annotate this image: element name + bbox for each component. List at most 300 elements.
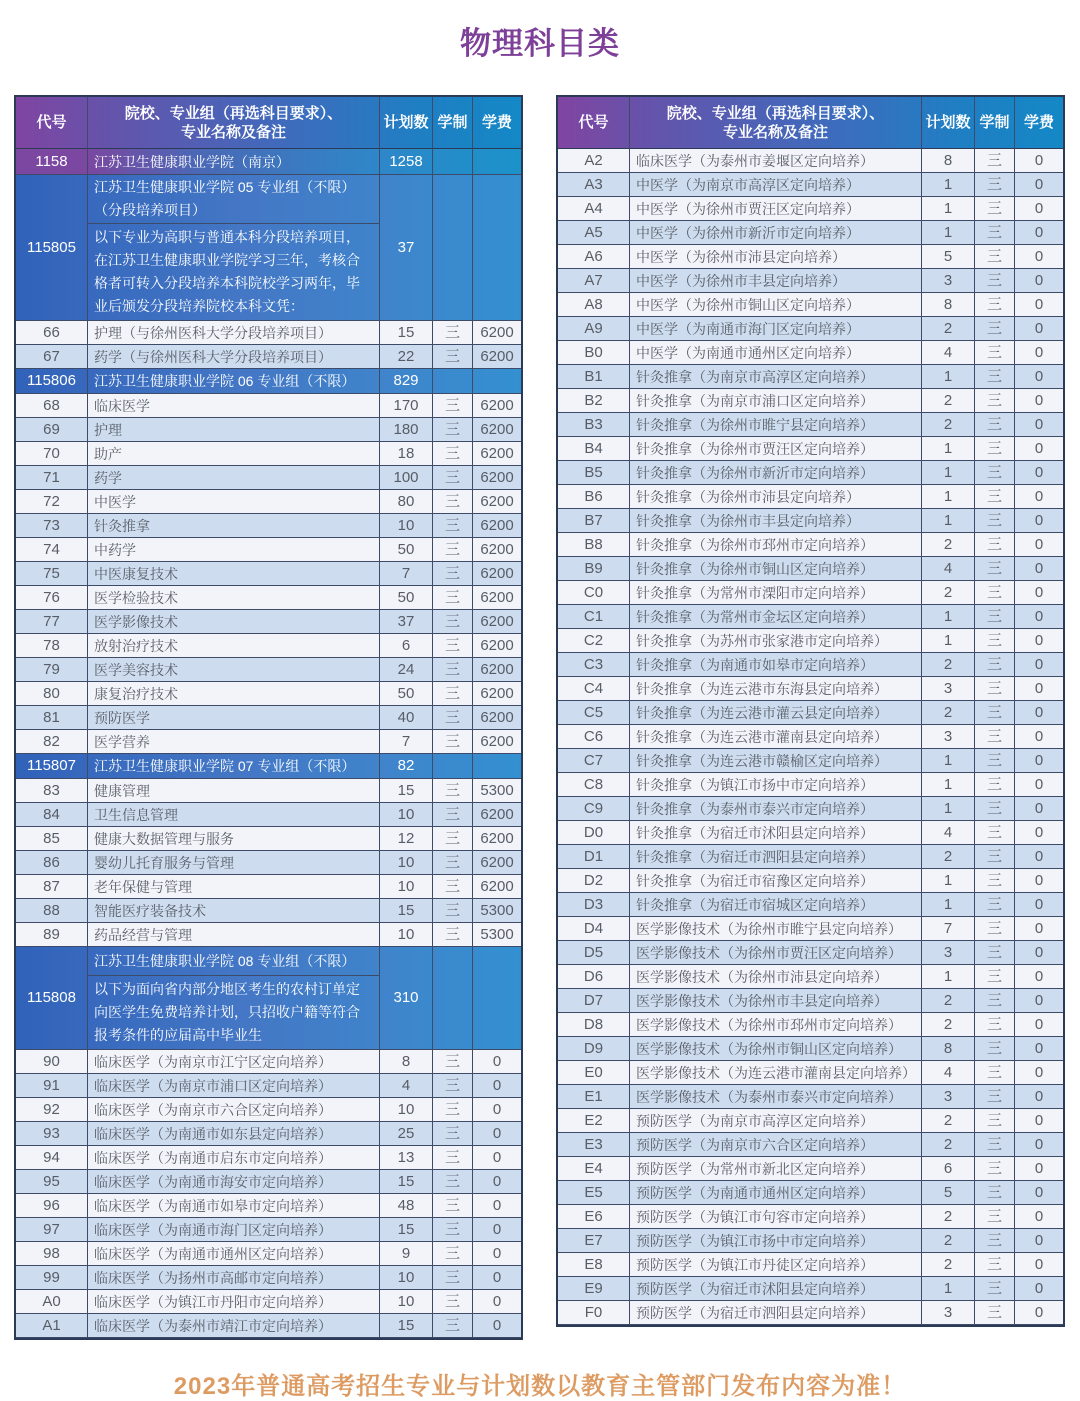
schooling-years-cell: 三 — [433, 418, 473, 442]
table-row — [558, 221, 1063, 245]
code-cell: E3 — [558, 1133, 630, 1157]
schooling-years-cell: 三 — [975, 341, 1015, 365]
code-cell: 78 — [16, 634, 88, 658]
major-group-row — [16, 369, 521, 394]
schooling-years-cell: 三 — [433, 851, 473, 875]
code-cell: A0 — [16, 1290, 88, 1314]
group-name-text: 江苏卫生健康职业学院 05 专业组（不限）（分段培养项目） — [88, 175, 379, 224]
code-cell: E0 — [558, 1061, 630, 1085]
header-tuition: 学费 — [473, 97, 521, 149]
group-note-text: 以下专业为高职与普通本科分段培养项目，在江苏卫生健康职业学院学习三年，考核合格者可转入分段培养本科院校学习两年，毕业后颁发分段培养院校本科文凭： — [94, 229, 360, 314]
table-row — [16, 1194, 521, 1218]
tuition-cell: 0 — [1015, 629, 1063, 653]
schooling-years-cell: 三 — [975, 749, 1015, 773]
table-row — [16, 610, 521, 634]
tuition-cell: 0 — [1015, 797, 1063, 821]
header-tuition: 学费 — [1015, 97, 1063, 149]
major-name-cell: 药学（与徐州医科大学分段培养项目） — [88, 345, 380, 369]
major-name-cell: 助产 — [88, 442, 380, 466]
schooling-years-cell: 三 — [975, 1277, 1015, 1301]
schooling-years-cell: 三 — [975, 941, 1015, 965]
table-row — [558, 725, 1063, 749]
tuition-cell: 0 — [1015, 893, 1063, 917]
plan-count-cell: 10 — [380, 1098, 433, 1122]
plan-count-cell: 2 — [922, 581, 975, 605]
group-name-cell — [88, 175, 380, 321]
major-name-cell: 婴幼儿托育服务与管理 — [88, 851, 380, 875]
plan-count-cell: 2 — [922, 701, 975, 725]
tuition-cell: 0 — [473, 1218, 521, 1242]
table-row — [16, 851, 521, 875]
plan-count-cell: 13 — [380, 1146, 433, 1170]
code-cell: E9 — [558, 1277, 630, 1301]
major-name-cell: 中药学 — [88, 538, 380, 562]
major-name-cell: 健康管理 — [88, 779, 380, 803]
header-code: 代号 — [558, 97, 630, 149]
code-cell: 77 — [16, 610, 88, 634]
tuition-cell: 6200 — [473, 394, 521, 418]
schooling-years-cell: 三 — [975, 437, 1015, 461]
schooling-years-cell — [433, 947, 473, 1050]
tuition-cell: 6200 — [473, 490, 521, 514]
tuition-cell: 0 — [1015, 389, 1063, 413]
table-row — [16, 1242, 521, 1266]
major-name-cell: 预防医学（为南京市六合区定向培养） — [630, 1133, 922, 1157]
schooling-years-cell: 三 — [433, 1050, 473, 1074]
major-name-cell: 中医学（为徐州市新沂市定向培养） — [630, 221, 922, 245]
tuition-cell: 6200 — [473, 514, 521, 538]
major-name-cell: 临床医学（为南京市江宁区定向培养） — [88, 1050, 380, 1074]
schooling-years-cell: 三 — [975, 509, 1015, 533]
code-cell: C3 — [558, 653, 630, 677]
tuition-cell: 0 — [1015, 1277, 1063, 1301]
schooling-years-cell: 三 — [433, 899, 473, 923]
tuition-cell: 0 — [1015, 965, 1063, 989]
schooling-years-cell: 三 — [975, 1109, 1015, 1133]
code-cell: B3 — [558, 413, 630, 437]
table-row — [16, 875, 521, 899]
table-row — [558, 197, 1063, 221]
tuition-cell: 6200 — [473, 538, 521, 562]
table-row — [558, 1037, 1063, 1061]
major-name-cell: 中医学（为徐州市贾汪区定向培养） — [630, 197, 922, 221]
plan-count-cell: 2 — [922, 317, 975, 341]
tuition-cell: 0 — [473, 1122, 521, 1146]
tuition-cell: 0 — [1015, 1109, 1063, 1133]
plan-count-cell: 100 — [380, 466, 433, 490]
table-row — [16, 562, 521, 586]
schooling-years-cell: 三 — [975, 293, 1015, 317]
plan-count-cell: 50 — [380, 586, 433, 610]
tuition-cell: 0 — [1015, 1085, 1063, 1109]
plan-count-cell: 2 — [922, 1013, 975, 1037]
plan-count-cell: 1 — [922, 197, 975, 221]
tuition-cell: 0 — [473, 1194, 521, 1218]
plan-count-cell: 25 — [380, 1122, 433, 1146]
tuition-cell: 0 — [1015, 1061, 1063, 1085]
major-name-cell: 卫生信息管理 — [88, 803, 380, 827]
code-cell: D8 — [558, 1013, 630, 1037]
tuition-cell — [473, 369, 521, 394]
schooling-years-cell: 三 — [975, 1157, 1015, 1181]
tuition-cell: 6200 — [473, 442, 521, 466]
code-cell: B7 — [558, 509, 630, 533]
major-name-cell: 医学影像技术（为徐州市贾汪区定向培养） — [630, 941, 922, 965]
major-name-cell: 临床医学（为泰州市姜堰区定向培养） — [630, 149, 922, 173]
table-row — [558, 1229, 1063, 1253]
schooling-years-cell: 三 — [975, 869, 1015, 893]
tuition-cell: 0 — [1015, 1205, 1063, 1229]
code-cell: B1 — [558, 365, 630, 389]
schooling-years-cell — [433, 149, 473, 175]
page-title: 物理科目类 — [460, 26, 620, 61]
left-table-body — [16, 149, 521, 1338]
plan-count-cell: 1 — [922, 965, 975, 989]
schooling-years-cell: 三 — [975, 581, 1015, 605]
tuition-cell: 0 — [1015, 557, 1063, 581]
major-name-cell: 预防医学（为镇江市丹徒区定向培养） — [630, 1253, 922, 1277]
code-cell: D4 — [558, 917, 630, 941]
code-cell: B2 — [558, 389, 630, 413]
header-code: 代号 — [16, 97, 88, 149]
major-name-cell: 预防医学（为宿迁市泗阳县定向培养） — [630, 1301, 922, 1325]
code-cell: D0 — [558, 821, 630, 845]
schooling-years-cell: 三 — [975, 533, 1015, 557]
plan-count-cell: 7 — [922, 917, 975, 941]
tuition-cell: 5300 — [473, 779, 521, 803]
table-row — [558, 485, 1063, 509]
major-name-cell: 医学影像技术（为连云港市灌南县定向培养） — [630, 1061, 922, 1085]
major-name-cell: 针灸推拿（为连云港市灌南县定向培养） — [630, 725, 922, 749]
plan-count-cell: 10 — [380, 803, 433, 827]
code-cell: A1 — [16, 1314, 88, 1338]
plan-count-cell: 82 — [380, 754, 433, 779]
plan-count-cell: 3 — [922, 1301, 975, 1325]
code-cell: C5 — [558, 701, 630, 725]
major-name-cell: 针灸推拿（为宿迁市宿城区定向培养） — [630, 893, 922, 917]
table-row — [558, 893, 1063, 917]
plan-count-cell: 37 — [380, 610, 433, 634]
code-cell: D6 — [558, 965, 630, 989]
table-row — [16, 1218, 521, 1242]
code-cell: 73 — [16, 514, 88, 538]
table-row — [558, 437, 1063, 461]
plan-count-cell: 15 — [380, 321, 433, 345]
code-cell: 70 — [16, 442, 88, 466]
code-cell: A9 — [558, 317, 630, 341]
major-name-cell: 预防医学（为常州市新北区定向培养） — [630, 1157, 922, 1181]
major-name-cell: 针灸推拿（为宿迁市泗阳县定向培养） — [630, 845, 922, 869]
plan-count-cell: 1 — [922, 893, 975, 917]
header-name-line2: 专业名称及备注 — [722, 123, 828, 141]
code-cell: 87 — [16, 875, 88, 899]
plan-count-cell: 829 — [380, 369, 433, 394]
table-row — [558, 1133, 1063, 1157]
plan-count-cell: 10 — [380, 514, 433, 538]
major-name-cell: 医学影像技术（为徐州市铜山区定向培养） — [630, 1037, 922, 1061]
schooling-years-cell: 三 — [975, 149, 1015, 173]
plan-count-cell: 1258 — [380, 149, 433, 175]
major-name-cell: 针灸推拿（为南京市高淳区定向培养） — [630, 365, 922, 389]
tuition-cell: 0 — [1015, 1157, 1063, 1181]
table-row — [558, 317, 1063, 341]
code-cell: 81 — [16, 706, 88, 730]
table-row — [16, 418, 521, 442]
schooling-years-cell: 三 — [433, 1290, 473, 1314]
code-cell: D1 — [558, 845, 630, 869]
code-cell: 92 — [16, 1098, 88, 1122]
major-name-cell: 针灸推拿（为苏州市张家港市定向培养） — [630, 629, 922, 653]
code-cell: D9 — [558, 1037, 630, 1061]
plan-count-cell: 6 — [922, 1157, 975, 1181]
plan-count-cell: 4 — [380, 1074, 433, 1098]
table-row — [16, 923, 521, 947]
code-cell: 86 — [16, 851, 88, 875]
table-row — [16, 827, 521, 851]
plan-count-cell: 2 — [922, 845, 975, 869]
schooling-years-cell: 三 — [433, 779, 473, 803]
table-row — [558, 869, 1063, 893]
table-row — [16, 682, 521, 706]
code-cell: 67 — [16, 345, 88, 369]
code-cell: B8 — [558, 533, 630, 557]
plan-count-cell: 10 — [380, 923, 433, 947]
schooling-years-cell: 三 — [433, 1266, 473, 1290]
schooling-years-cell: 三 — [433, 1074, 473, 1098]
plan-count-cell: 50 — [380, 538, 433, 562]
plan-count-cell: 3 — [922, 677, 975, 701]
plan-count-cell: 310 — [380, 947, 433, 1050]
table-row — [558, 1277, 1063, 1301]
major-name-cell: 临床医学（为泰州市靖江市定向培养） — [88, 1314, 380, 1338]
plan-count-cell: 3 — [922, 269, 975, 293]
plan-count-cell: 2 — [922, 653, 975, 677]
major-name-cell: 针灸推拿（为连云港市赣榆区定向培养） — [630, 749, 922, 773]
plan-count-cell: 37 — [380, 175, 433, 321]
major-name-cell: 中医学（为南京市高淳区定向培养） — [630, 173, 922, 197]
tuition-cell: 6200 — [473, 466, 521, 490]
tuition-cell: 0 — [473, 1290, 521, 1314]
schooling-years-cell: 三 — [975, 389, 1015, 413]
group-note-text: 以下为面向省内部分地区考生的农村订单定向医学生免费培养计划，只招收户籍等符合报考条件的应届高中毕业生 — [94, 981, 360, 1043]
table-row — [16, 1170, 521, 1194]
schooling-years-cell: 三 — [975, 1301, 1015, 1325]
plan-count-cell: 1 — [922, 221, 975, 245]
plan-count-cell: 15 — [380, 1170, 433, 1194]
schooling-years-cell: 三 — [975, 317, 1015, 341]
plan-count-cell: 1 — [922, 605, 975, 629]
table-row — [16, 658, 521, 682]
tuition-cell: 0 — [1015, 341, 1063, 365]
table-row — [558, 1157, 1063, 1181]
major-name-cell: 针灸推拿（为南京市浦口区定向培养） — [630, 389, 922, 413]
schooling-years-cell: 三 — [433, 682, 473, 706]
plan-count-cell: 2 — [922, 1133, 975, 1157]
plan-count-cell: 1 — [922, 749, 975, 773]
schooling-years-cell: 三 — [975, 1085, 1015, 1109]
major-name-cell: 医学影像技术（为徐州市邳州市定向培养） — [630, 1013, 922, 1037]
table-row — [16, 490, 521, 514]
table-row — [558, 173, 1063, 197]
schooling-years-cell: 三 — [433, 610, 473, 634]
schooling-years-cell: 三 — [975, 461, 1015, 485]
code-cell: 88 — [16, 899, 88, 923]
plan-count-cell: 5 — [922, 1181, 975, 1205]
tuition-cell — [473, 947, 521, 1050]
table-row — [558, 533, 1063, 557]
table-row — [558, 605, 1063, 629]
major-name-cell: 护理 — [88, 418, 380, 442]
table-row — [16, 1290, 521, 1314]
plan-count-cell: 3 — [922, 1085, 975, 1109]
major-name-cell: 预防医学（为南京市高淳区定向培养） — [630, 1109, 922, 1133]
table-row — [558, 461, 1063, 485]
table-row — [16, 345, 521, 369]
code-cell: 71 — [16, 466, 88, 490]
plan-count-cell: 12 — [380, 827, 433, 851]
schooling-years-cell: 三 — [433, 923, 473, 947]
tuition-cell: 0 — [473, 1098, 521, 1122]
schooling-years-cell: 三 — [433, 345, 473, 369]
table-row — [558, 701, 1063, 725]
schooling-years-cell: 三 — [433, 1242, 473, 1266]
header-plan: 计划数 — [380, 97, 433, 149]
tuition-cell — [473, 754, 521, 779]
schooling-years-cell: 三 — [433, 1098, 473, 1122]
plan-count-cell: 170 — [380, 394, 433, 418]
schooling-years-cell: 三 — [975, 725, 1015, 749]
major-name-cell: 临床医学（为南通市如东县定向培养） — [88, 1122, 380, 1146]
major-name-cell: 针灸推拿（为宿迁市宿豫区定向培养） — [630, 869, 922, 893]
code-cell: 82 — [16, 730, 88, 754]
schooling-years-cell: 三 — [975, 1253, 1015, 1277]
major-name-cell: 针灸推拿 — [88, 514, 380, 538]
plan-count-cell: 5 — [922, 245, 975, 269]
plan-count-cell: 8 — [380, 1050, 433, 1074]
schooling-years-cell: 三 — [975, 173, 1015, 197]
code-cell: C2 — [558, 629, 630, 653]
tuition-cell: 0 — [1015, 941, 1063, 965]
tuition-cell: 6200 — [473, 345, 521, 369]
tuition-cell: 6200 — [473, 730, 521, 754]
major-group-row-with-note — [16, 175, 521, 321]
code-cell: 95 — [16, 1170, 88, 1194]
code-cell: C6 — [558, 725, 630, 749]
code-cell: E7 — [558, 1229, 630, 1253]
code-cell: A3 — [558, 173, 630, 197]
table-row — [558, 629, 1063, 653]
major-name-cell: 护理（与徐州医科大学分段培养项目） — [88, 321, 380, 345]
schooling-years-cell: 三 — [975, 845, 1015, 869]
plan-count-cell: 1 — [922, 461, 975, 485]
schooling-years-cell: 三 — [975, 1229, 1015, 1253]
table-row — [558, 365, 1063, 389]
major-name-cell: 预防医学（为镇江市句容市定向培养） — [630, 1205, 922, 1229]
tuition-cell: 0 — [1015, 773, 1063, 797]
tuition-cell: 0 — [1015, 197, 1063, 221]
code-cell: 68 — [16, 394, 88, 418]
plan-count-cell: 180 — [380, 418, 433, 442]
table-row — [16, 538, 521, 562]
code-cell: 96 — [16, 1194, 88, 1218]
plan-count-cell: 10 — [380, 875, 433, 899]
plan-count-cell: 1 — [922, 773, 975, 797]
code-cell: E2 — [558, 1109, 630, 1133]
major-name-cell: 针灸推拿（为镇江市扬中市定向培养） — [630, 773, 922, 797]
major-name-cell: 医学影像技术（为徐州市丰县定向培养） — [630, 989, 922, 1013]
schooling-years-cell: 三 — [433, 875, 473, 899]
schooling-years-cell: 三 — [975, 269, 1015, 293]
schooling-years-cell: 三 — [433, 1314, 473, 1338]
schooling-years-cell: 三 — [433, 514, 473, 538]
schooling-years-cell: 三 — [975, 557, 1015, 581]
table-row — [16, 466, 521, 490]
major-name-cell: 医学影像技术（为徐州市沛县定向培养） — [630, 965, 922, 989]
table-row — [558, 1061, 1063, 1085]
major-name-cell: 针灸推拿（为连云港市东海县定向培养） — [630, 677, 922, 701]
table-row — [16, 1146, 521, 1170]
plan-count-cell: 3 — [922, 725, 975, 749]
code-cell: C4 — [558, 677, 630, 701]
tuition-cell: 6200 — [473, 658, 521, 682]
major-name-cell: 针灸推拿（为徐州市沛县定向培养） — [630, 485, 922, 509]
table-row — [558, 821, 1063, 845]
schooling-years-cell — [433, 369, 473, 394]
major-group-row — [16, 754, 521, 779]
code-cell: 75 — [16, 562, 88, 586]
major-name-cell: 针灸推拿（为徐州市邳州市定向培养） — [630, 533, 922, 557]
tuition-cell: 0 — [1015, 269, 1063, 293]
table-row — [558, 1181, 1063, 1205]
code-cell: E5 — [558, 1181, 630, 1205]
schooling-years-cell: 三 — [975, 221, 1015, 245]
plan-count-cell: 1 — [922, 797, 975, 821]
plan-count-cell: 6 — [380, 634, 433, 658]
tuition-cell: 0 — [1015, 1181, 1063, 1205]
major-name-cell: 临床医学（为南通市如皋市定向培养） — [88, 1194, 380, 1218]
tuition-cell: 0 — [1015, 701, 1063, 725]
schooling-years-cell: 三 — [975, 605, 1015, 629]
tuition-cell: 0 — [473, 1050, 521, 1074]
schooling-years-cell: 三 — [975, 965, 1015, 989]
schooling-years-cell: 三 — [975, 653, 1015, 677]
code-cell: E4 — [558, 1157, 630, 1181]
tuition-cell: 0 — [1015, 461, 1063, 485]
major-name-cell: 中医学（为南通市通州区定向培养） — [630, 341, 922, 365]
code-cell: A8 — [558, 293, 630, 317]
header-name — [88, 97, 380, 149]
major-name-cell: 医学营养 — [88, 730, 380, 754]
plan-count-cell: 80 — [380, 490, 433, 514]
schooling-years-cell: 三 — [433, 730, 473, 754]
code-cell: 76 — [16, 586, 88, 610]
table-row — [558, 1301, 1063, 1325]
major-name-cell: 针灸推拿（为徐州市贾汪区定向培养） — [630, 437, 922, 461]
schooling-years-cell: 三 — [975, 893, 1015, 917]
major-name-cell: 放射治疗技术 — [88, 634, 380, 658]
table-row — [16, 779, 521, 803]
schooling-years-cell: 三 — [975, 1061, 1015, 1085]
major-name-cell: 针灸推拿（为徐州市铜山区定向培养） — [630, 557, 922, 581]
table-row — [16, 899, 521, 923]
table-row — [558, 293, 1063, 317]
table-header — [558, 97, 1063, 149]
code-cell: 89 — [16, 923, 88, 947]
group-name-text: 江苏卫生健康职业学院 08 专业组（不限） — [88, 947, 379, 976]
plan-count-cell: 15 — [380, 779, 433, 803]
major-name-cell: 药品经营与管理 — [88, 923, 380, 947]
plan-count-cell: 9 — [380, 1242, 433, 1266]
